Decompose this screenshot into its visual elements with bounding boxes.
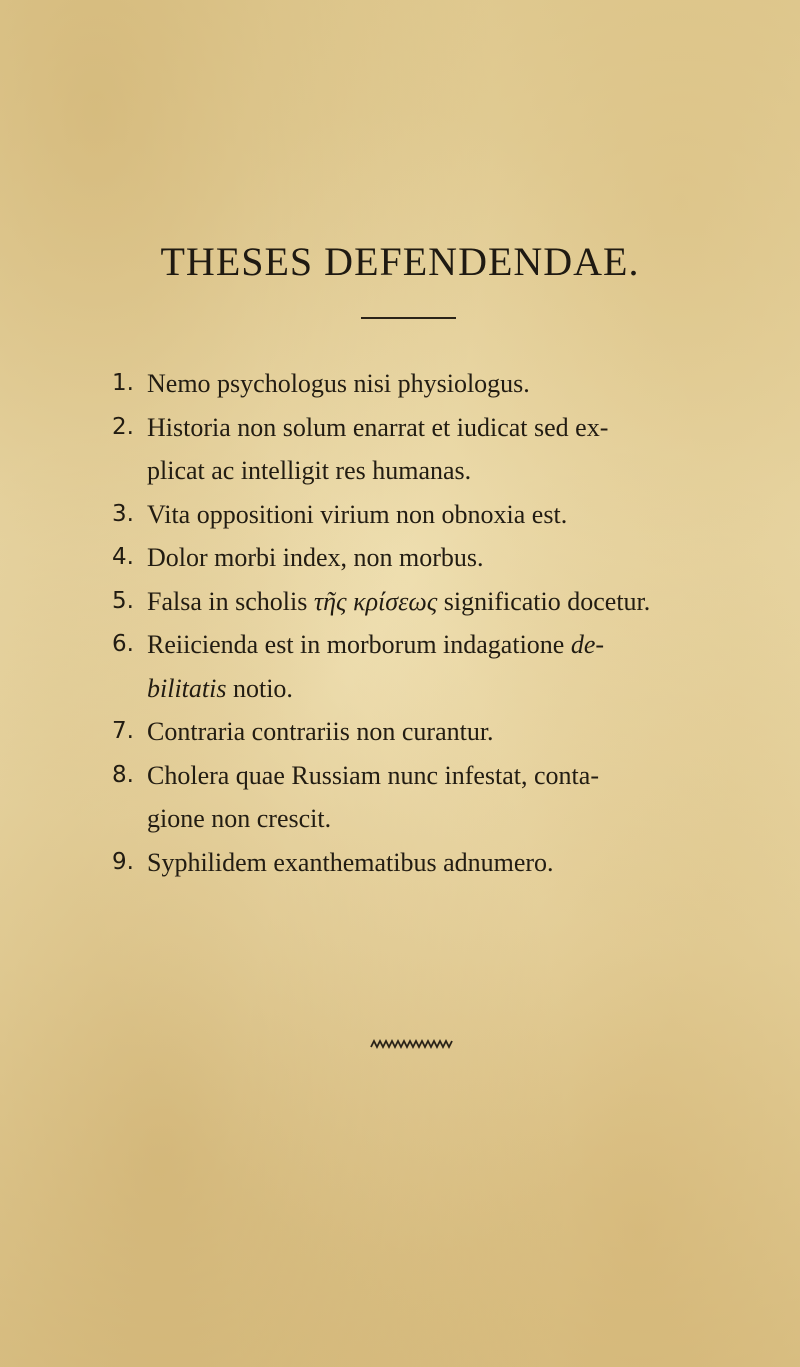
- thesis-number: 2.: [112, 413, 134, 440]
- thesis-text-line: Historia non solum enarrat et iudicat sed ex-: [147, 412, 609, 442]
- thesis-number: 6.: [112, 631, 134, 657]
- thesis-text: Nemo psychologus nisi physiologus.: [147, 369, 530, 398]
- thesis-text: Syphilidem exanthematibus adnumero.: [147, 847, 554, 877]
- thesis-text-line: plicat ac intelligit res humanas.: [147, 456, 472, 485]
- thesis-text: Contraria contrariis non curantur.: [147, 717, 494, 746]
- thesis-text-line: [147, 667, 752, 711]
- italic-term: de-: [570, 630, 605, 659]
- thesis-item: [112, 841, 752, 885]
- thesis-item: [112, 493, 752, 537]
- thesis-item: [112, 406, 752, 493]
- thesis-text-part: significatio docetur.: [443, 586, 651, 616]
- theses-list: [112, 362, 752, 884]
- thesis-text-line: gione non crescit.: [147, 804, 332, 833]
- thesis-number: 4.: [112, 544, 134, 570]
- thesis-text-part: Reiicienda est in morborum indagatione: [147, 630, 565, 659]
- italic-term: bilitatis: [147, 673, 227, 703]
- page-title: THESES DEFENDENDAE.: [160, 239, 640, 284]
- greek-phrase: τῆς κρίσεως: [313, 586, 438, 616]
- thesis-item: [112, 710, 752, 754]
- thesis-number: 3.: [112, 500, 134, 527]
- thesis-text-part: Falsa in scholis: [147, 586, 308, 616]
- thesis-item: [112, 362, 752, 406]
- thesis-text-line: [147, 580, 752, 624]
- thesis-number: 8.: [112, 761, 134, 788]
- thesis-number: 1.: [112, 370, 134, 396]
- thesis-item: [112, 754, 752, 841]
- title-divider: [361, 317, 456, 319]
- thesis-text: Dolor morbi index, non morbus.: [147, 543, 484, 572]
- thesis-text-line: Cholera quae Russiam nunc infestat, conta-: [147, 760, 599, 790]
- thesis-item: [112, 623, 752, 710]
- thesis-text: Vita oppositioni virium non obnoxia est.: [147, 499, 568, 529]
- thesis-number: 5.: [112, 587, 134, 614]
- thesis-number: 9.: [112, 848, 134, 875]
- thesis-number: 7.: [112, 718, 134, 744]
- thesis-item: [112, 536, 752, 580]
- thesis-text-part: notio.: [232, 673, 293, 703]
- wavy-ornament: [370, 1038, 454, 1050]
- thesis-text-line: [147, 623, 752, 667]
- thesis-item: [112, 580, 752, 624]
